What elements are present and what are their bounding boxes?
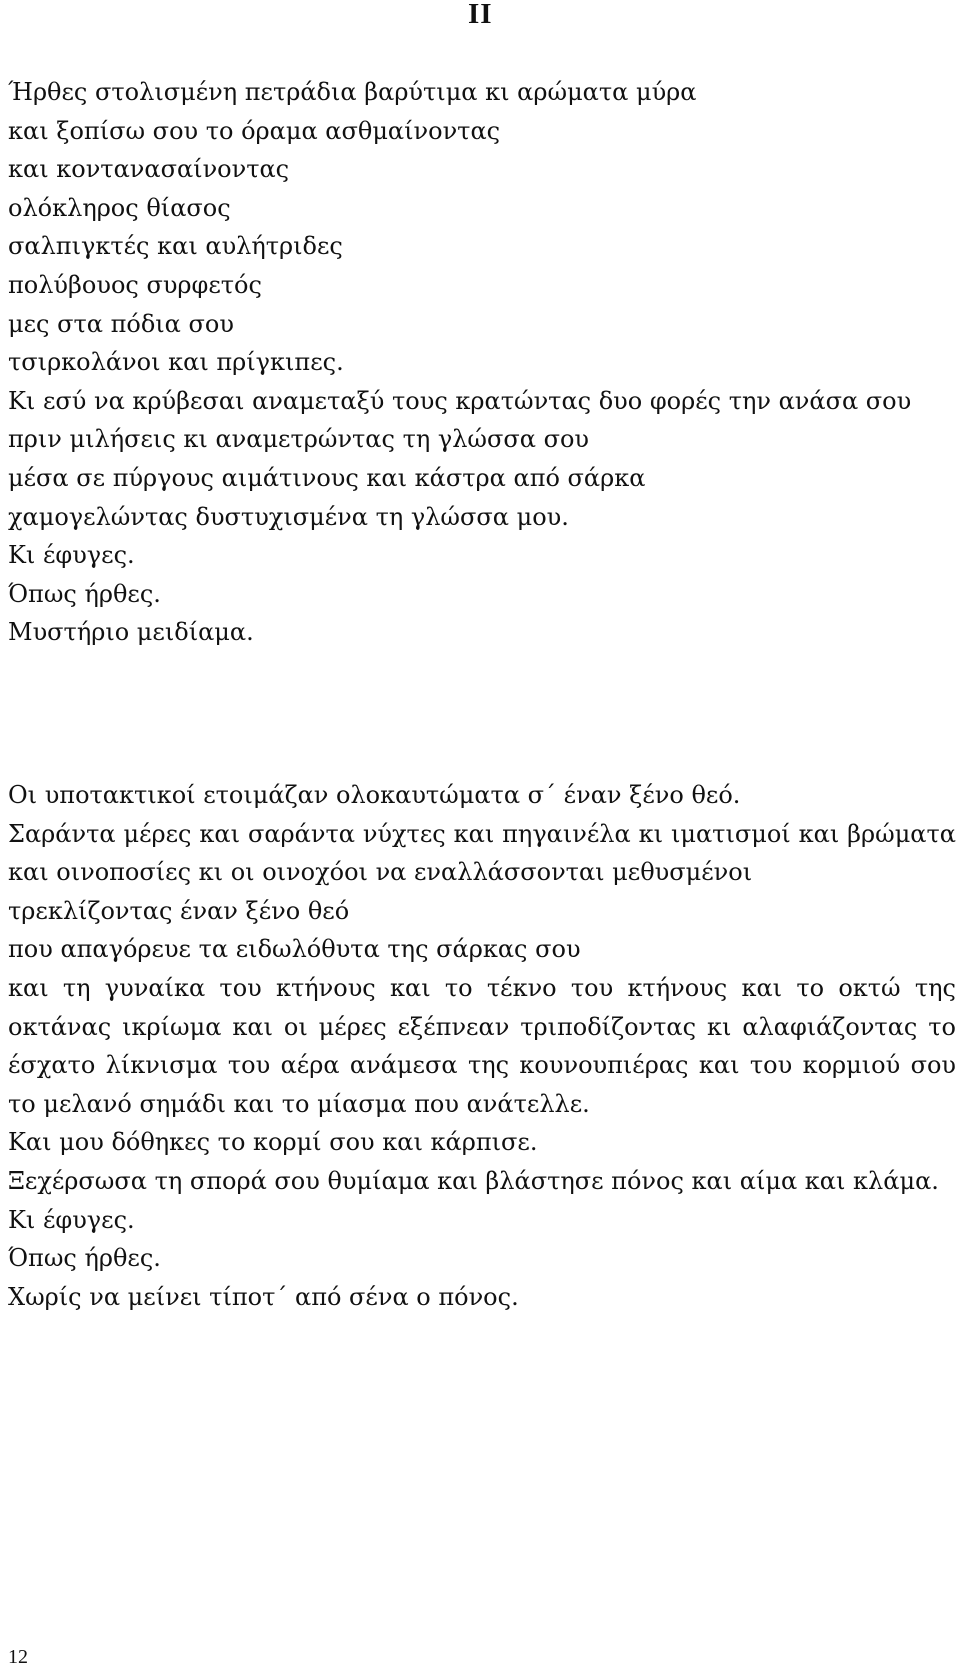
poem-line: Ήρθες στολισμένη πετράδια βαρύτιμα κι αρώματα μύρα [8,78,697,106]
stanza-2 [8,776,956,1316]
poem-line: Και μου δόθηκες το κορμί σου και κάρπισε. [8,1128,538,1157]
poem-line: Κι έφυγες. [8,1205,135,1234]
poem-line: σαλπιγκτές και αυλήτριδες [8,232,343,261]
page-number: 12 [8,1646,28,1668]
poem-line: ολόκληρος θίασος [8,193,231,222]
poem-paragraph: Σαράντα μέρες και σαράντα νύχτες και πηγαινέλα κι ιματισμοί και βρώματα και οινοποσίες κι οι οινοχόοι να εναλλάσσονται μεθυσμένοι [8,819,956,887]
poem-line: μέσα σε πύργους αιμάτινους και κάστρα από σάρκα [8,463,646,492]
poem-line: πριν μιλήσεις κι αναμετρώντας τη γλώσσα σου [8,425,590,454]
section-number: II [468,0,493,30]
poem-line: Οι υποτακτικοί ετοιμάζαν ολοκαυτώματα σ΄ έναν ξένο θεό. [8,781,741,809]
poem-paragraph: Κι εσύ να κρύβεσαι αναμεταξύ τους κρατώντας δυο φορές την ανάσα σου [8,386,912,415]
poem-line: και ξοπίσω σου το όραμα ασθμαίνοντας [8,116,501,145]
poem-paragraph: και τη γυναίκα του κτήνους και το τέκνο του κτήνους και το οκτώ της οκτάνας ικρίωμα και οι μέρες εξέπνεαν τριποδίζοντας κι αλαφιάζοντας το έσχατο λίκνισμα του αέρα ανάμεσα της κουνουπιέρας και του κορμιού σου το μελανό σημάδι και το μίασμα που ανάτελλε. [8,973,956,1118]
poem-line: που απαγόρευε τα ειδωλόθυτα της σάρκας σου [8,935,581,964]
poem-line: Κι έφυγες. [8,541,135,570]
poem-line: τρεκλίζοντας έναν ξένο θεό [8,896,350,925]
stanza-1 [8,73,956,652]
poem-line: και κοντανασαίνοντας [8,155,290,184]
poem-line: Χωρίς να μείνει τίποτ΄ από σένα ο πόνος. [8,1282,519,1311]
poem-line: πολύβουος συρφετός [8,270,262,299]
poem-line: τσιρκολάνοι και πρίγκιπες. [8,348,344,377]
poem-line: χαμογελώντας δυστυχισμένα τη γλώσσα μου. [8,502,569,531]
poem-line: μες στα πόδια σου [8,309,234,338]
poem-line: Μυστήριο μειδίαμα. [8,618,254,647]
poem-line: Όπως ήρθες. [8,1244,161,1273]
poem-paragraph: Ξεχέρσωσα τη σπορά σου θυμίαμα και βλάστησε πόνος και αίμα και κλάμα. [8,1166,939,1195]
poem-line: Όπως ήρθες. [8,579,161,608]
